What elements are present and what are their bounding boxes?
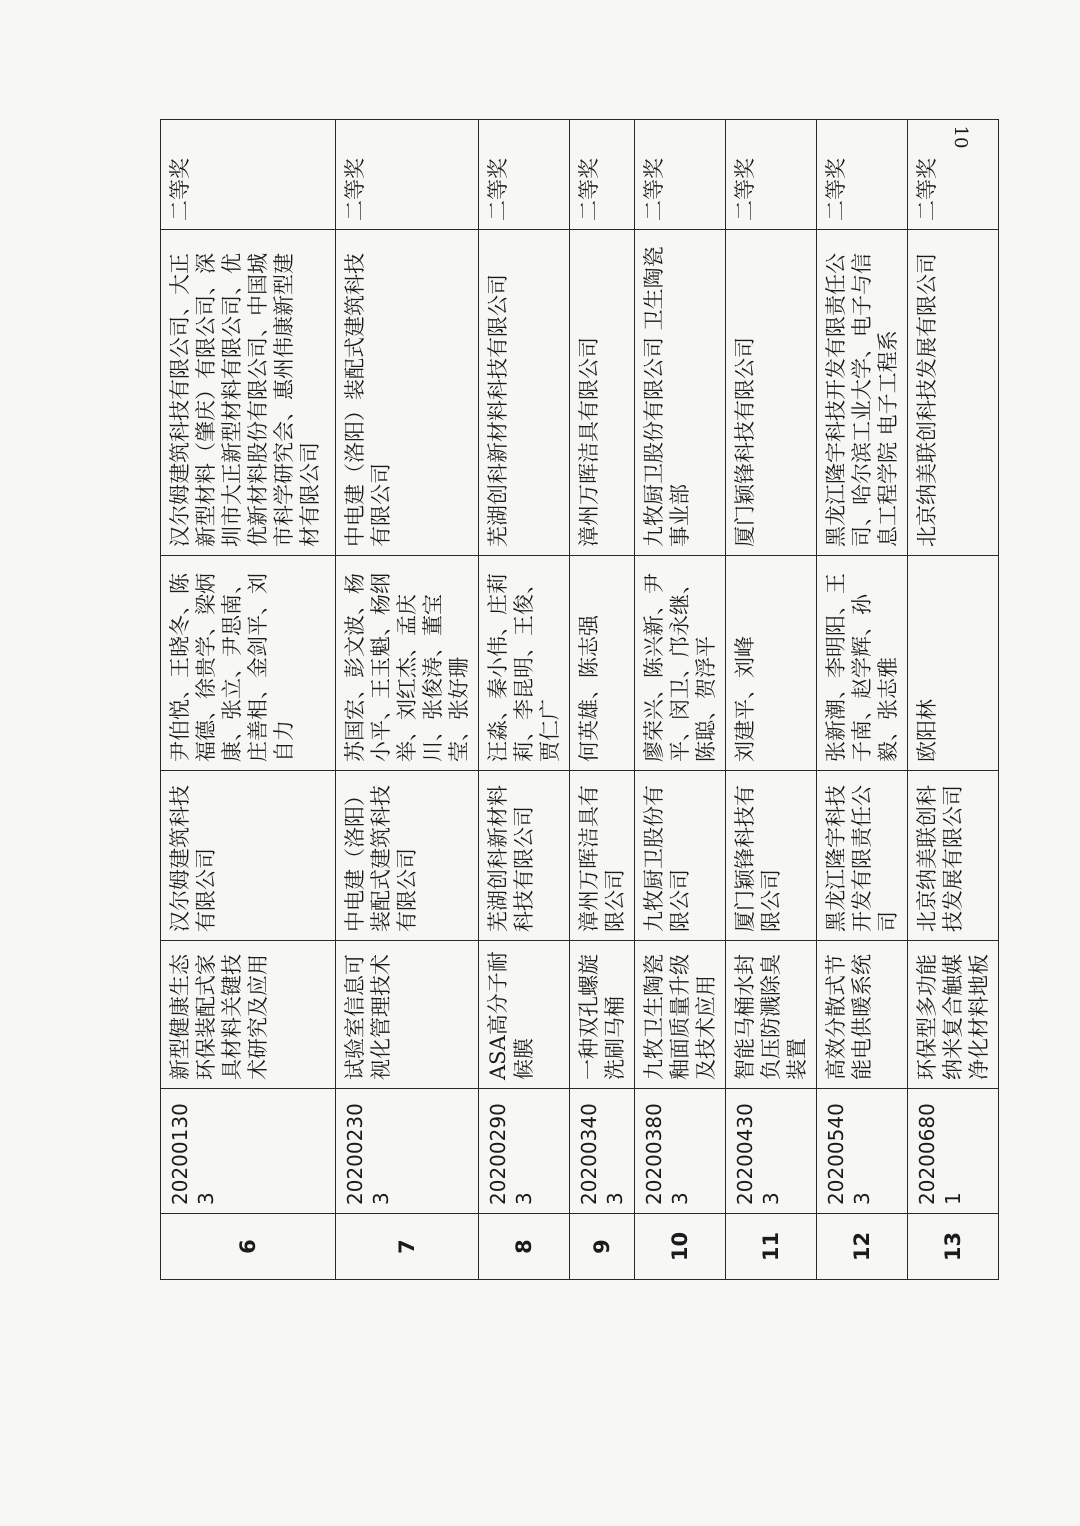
main-people: 汪淼、秦小伟、庄莉莉、李昆明、王俊、贾仁广 bbox=[479, 556, 570, 771]
row-number: 8 bbox=[479, 1214, 570, 1280]
project-name: 智能马桶水封负压防溅除臭装置 bbox=[726, 941, 817, 1089]
table-row bbox=[817, 120, 908, 1280]
main-unit: 九牧厨卫股份有限公司 bbox=[635, 771, 726, 941]
main-people: 廖荣兴、陈兴新、尹平、闵卫、邝永继、陈聪、贺浮平 bbox=[635, 556, 726, 771]
row-number: 7 bbox=[336, 1214, 479, 1280]
main-people: 刘建平、刘峰 bbox=[726, 556, 817, 771]
awards-table-rotated bbox=[160, 120, 991, 1280]
award-level: 二等奖 bbox=[161, 120, 336, 230]
main-unit: 漳州万晖洁具有限公司 bbox=[570, 771, 635, 941]
award-level: 二等奖 bbox=[635, 120, 726, 230]
project-code: 202004303 bbox=[726, 1089, 817, 1214]
main-unit: 黑龙江隆宇科技开发有限责任公司 bbox=[817, 771, 908, 941]
completion-units: 中电建（洛阳）装配式建筑科技有限公司 bbox=[336, 230, 479, 556]
page-number: 10 bbox=[950, 125, 971, 149]
row-number: 10 bbox=[635, 1214, 726, 1280]
main-unit: 北京纳美联创科技发展有限公司 bbox=[908, 771, 999, 941]
project-code: 202006801 bbox=[908, 1089, 999, 1214]
completion-units: 汉尔姆建筑科技有限公司、大正新型材料（肇庆）有限公司、深圳市大正新型材料有限公司、优优新材料股份有限公司、中国城市科学研究会、惠州伟康新型建材有限公司 bbox=[161, 230, 336, 556]
completion-units: 北京纳美联创科技发展有限公司 bbox=[908, 230, 999, 556]
award-level: 二等奖 bbox=[908, 120, 999, 230]
main-people: 欧阳林 bbox=[908, 556, 999, 771]
completion-units: 厦门颖锋科技有限公司 bbox=[726, 230, 817, 556]
table-row bbox=[635, 120, 726, 1280]
project-code: 202003803 bbox=[635, 1089, 726, 1214]
row-number: 12 bbox=[817, 1214, 908, 1280]
main-unit: 汉尔姆建筑科技有限公司 bbox=[161, 771, 336, 941]
row-number: 11 bbox=[726, 1214, 817, 1280]
table-row bbox=[726, 120, 817, 1280]
project-name: 一种双孔螺旋洗刷马桶 bbox=[570, 941, 635, 1089]
table-row bbox=[479, 120, 570, 1280]
award-level: 二等奖 bbox=[726, 120, 817, 230]
awards-table bbox=[160, 119, 999, 1280]
project-name: 环保型多功能纳米复合触媒净化材料地板 bbox=[908, 941, 999, 1089]
table-row bbox=[336, 120, 479, 1280]
table-row bbox=[161, 120, 336, 1280]
project-code: 202001303 bbox=[161, 1089, 336, 1214]
main-unit: 中电建（洛阳）装配式建筑科技有限公司 bbox=[336, 771, 479, 941]
table-row bbox=[908, 120, 999, 1280]
project-code: 202003403 bbox=[570, 1089, 635, 1214]
main-unit: 厦门颖锋科技有限公司 bbox=[726, 771, 817, 941]
row-number: 6 bbox=[161, 1214, 336, 1280]
main-people: 何英雄、陈志强 bbox=[570, 556, 635, 771]
project-name: 试验室信息可视化管理技术 bbox=[336, 941, 479, 1089]
award-level: 二等奖 bbox=[479, 120, 570, 230]
main-people: 苏国宏、彭文波、杨小平、王玉魁、杨纲举、刘红杰、孟庆川、张俊涛、董宝莹、张好珊 bbox=[336, 556, 479, 771]
project-name: 高效分散式节能电供暖系统 bbox=[817, 941, 908, 1089]
table-row bbox=[570, 120, 635, 1280]
award-level: 二等奖 bbox=[570, 120, 635, 230]
project-name: 九牧卫生陶瓷釉面质量升级及技术应用 bbox=[635, 941, 726, 1089]
completion-units: 芜湖创科新材料科技有限公司 bbox=[479, 230, 570, 556]
project-code: 202002903 bbox=[479, 1089, 570, 1214]
award-level: 二等奖 bbox=[817, 120, 908, 230]
project-name: 新型健康生态环保装配式家具材料关键技术研究及应用 bbox=[161, 941, 336, 1089]
main-people: 尹伯悦、王晓冬、陈福德、徐贵学、梁炳康、张立、尹思南、庄善相、金剑平、刘自力 bbox=[161, 556, 336, 771]
main-unit: 芜湖创科新材料科技有限公司 bbox=[479, 771, 570, 941]
project-name: ASA高分子耐候膜 bbox=[479, 941, 570, 1089]
row-number: 9 bbox=[570, 1214, 635, 1280]
award-level: 二等奖 bbox=[336, 120, 479, 230]
row-number: 13 bbox=[908, 1214, 999, 1280]
completion-units: 九牧厨卫股份有限公司 卫生陶瓷事业部 bbox=[635, 230, 726, 556]
completion-units: 黑龙江隆宇科技开发有限责任公司、哈尔滨工业大学、电子与信息工程学院 电子工程系 bbox=[817, 230, 908, 556]
main-people: 张新潮、李明阳、王子南、赵学辉、孙毅、张志雅 bbox=[817, 556, 908, 771]
project-code: 202005403 bbox=[817, 1089, 908, 1214]
completion-units: 漳州万晖洁具有限公司 bbox=[570, 230, 635, 556]
project-code: 202002303 bbox=[336, 1089, 479, 1214]
